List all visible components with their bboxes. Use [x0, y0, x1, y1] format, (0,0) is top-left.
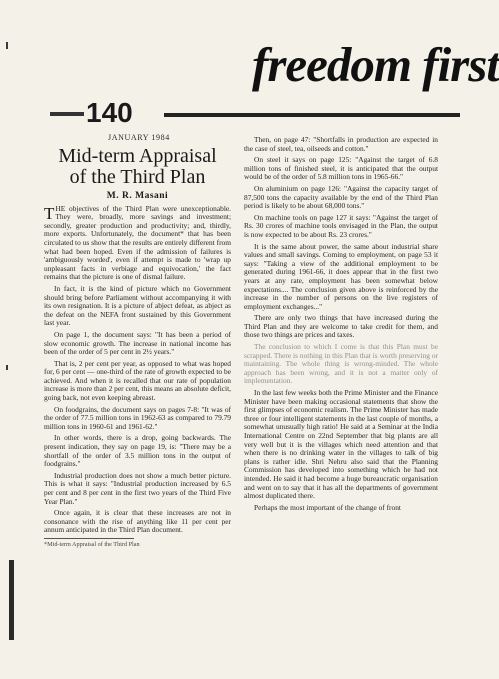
paragraph: Perhaps the most important of the change of front — [254, 502, 401, 512]
issue-header — [50, 97, 460, 128]
paragraph: It is the same about power, the same about industrial share values and small savings. Coming to employment, on page 53 it says: "Taking a view of the additional employment to be generated during 1961-66, it does appear that in the first two years at any rate, employment has been somewhat below expectations.... The conclusion given above is reinforced by the increase in the number of persons on the live registers of employment exchanges..." — [244, 241, 438, 311]
article-title — [44, 146, 231, 188]
paragraph: In the last few weeks both the Prime Minister and the Finance Minister have been making occasional statements that show the first glimpses of economic realism. The Prime Minister has made three or four intelligent statements in the last couple of months, a somewhat unusually high ratio! He said at a Seminar at the India International Centre on 22nd September that big plants are all very well but it is the villages which need attention and that when there is no drinking water in the villages to talk of big plans is rather idle. Shri Nehru also said that the Planning Commission has developed into something which he had not intended. He said it had become a huge bureaucratic organisation and went on to say that it has all the departments of government almost duplicated there. — [244, 388, 438, 501]
footnote: *Mid-term Appraisal of the Third Plan — [44, 540, 140, 548]
article-author: M. R. Masani — [106, 191, 169, 201]
issue-number: 140 — [86, 97, 133, 128]
masthead: freedom first — [252, 37, 499, 92]
paragraph: Once again, it is clear that these increases are not in consonance with the rise of anything like 11 per cent per annum anticipated in the Third Plan document. — [44, 508, 231, 535]
paragraph: On page 1, the document says: "It has been a period of slow economic growth. The increase in national income has been of the order of 5 per cent in 2½ years." — [44, 329, 231, 357]
article-title-line2: of the Third Plan — [69, 166, 206, 188]
left-column — [44, 146, 231, 548]
paragraph: In fact, it is the kind of picture which no Government should bring before Parliament without accompanying it with its own resignation. It is a picture of abject defeat, as abject as the defeat on the NEFA front sustained by this Government last year. — [44, 283, 231, 328]
paragraph: The conclusion to which I come is that this Plan must be scrapped. There is nothing in this Plan that is worth preserving or maintaining. The whole thing is wrong-minded. The whole approach has been wrong, and it is not a matter only of implementation. — [244, 342, 438, 386]
header-rule-right — [164, 113, 460, 117]
paragraph: On steel it says on page 125: "Against the target of 6.8 million tons of finished steel, it is anticipated that the output would be of the order of 5.8 million tons in 1965-66." — [244, 155, 438, 182]
paragraph: In other words, there is a drop, going backwards. The present indication, they say on page 19, is: "There may be a shortfall of the order of 3.5 million tons in the output of foodgrains." — [44, 433, 231, 469]
paragraph: On machine tools on page 127 it says: "Against the target of Rs. 30 crores of machine tools envisaged in the Plan, the output is now expected to be about Rs. 23 crores." — [244, 212, 438, 239]
paragraph-text: HE objectives of the Third Plan were unexceptionable. They were, broadly, more savings and investment; secondly, greater production and productivity; and, thirdly, more exports. Unfortunately, the document* that has been circulated to us show that the results are entirely different from what had been hoped. Even if the admission of failures is 'ambiguously worded', even if attempt is made to 'wrap up unpleasant facts in verbiage and equivocation,' the fact remains that the picture is one of dismal failure. — [44, 203, 231, 282]
footnote-rule — [44, 538, 134, 539]
paragraph: That is, 2 per cent per year, as opposed to what was hoped for, 6 per cent — one-third of the rate of growth expected to be achieved. And when it is recalled that our rate of population increase is more than 2 per cent, this means an absolute deficit, going back, not even keeping abreast. — [44, 358, 231, 403]
scan-mark-top — [6, 42, 8, 49]
paragraph: There are only two things that have increased during the Third Plan and they are welcome to take credit for them, and those two things are prices and taxes. — [244, 313, 438, 340]
paragraph: Then, on page 47: "Shortfalls in production are expected in the case of steel, tea, oilseeds and cotton." — [244, 135, 438, 153]
scan-mark-binding — [9, 560, 14, 640]
paragraph: On foodgrains, the document says on pages 7-8: "It was of the order of 77.5 million tons in 1962-63 as compared to 79.79 million tons in 1960-61 and 1961-62." — [44, 404, 231, 431]
right-column — [244, 136, 438, 515]
drop-cap: T — [44, 203, 55, 223]
article-title-line1: Mid-term Appraisal — [58, 145, 217, 167]
issue-date: JANUARY 1984 — [108, 133, 170, 142]
header-rule-left — [50, 112, 84, 116]
scan-mark-mid — [6, 365, 8, 370]
paragraph-intro — [44, 205, 231, 282]
paragraph: Industrial production does not show a much better picture. This is what it says: "Industrial production increased by 6.5 per cent and 8 per cent in the first two years of the Third Five Year Plan." — [44, 470, 231, 506]
paragraph: On aluminium on page 126: "Against the capacity target of 87,500 tons the capacity available by the end of the Third Plan period is likely to be about 68,000 tons." — [244, 183, 438, 211]
